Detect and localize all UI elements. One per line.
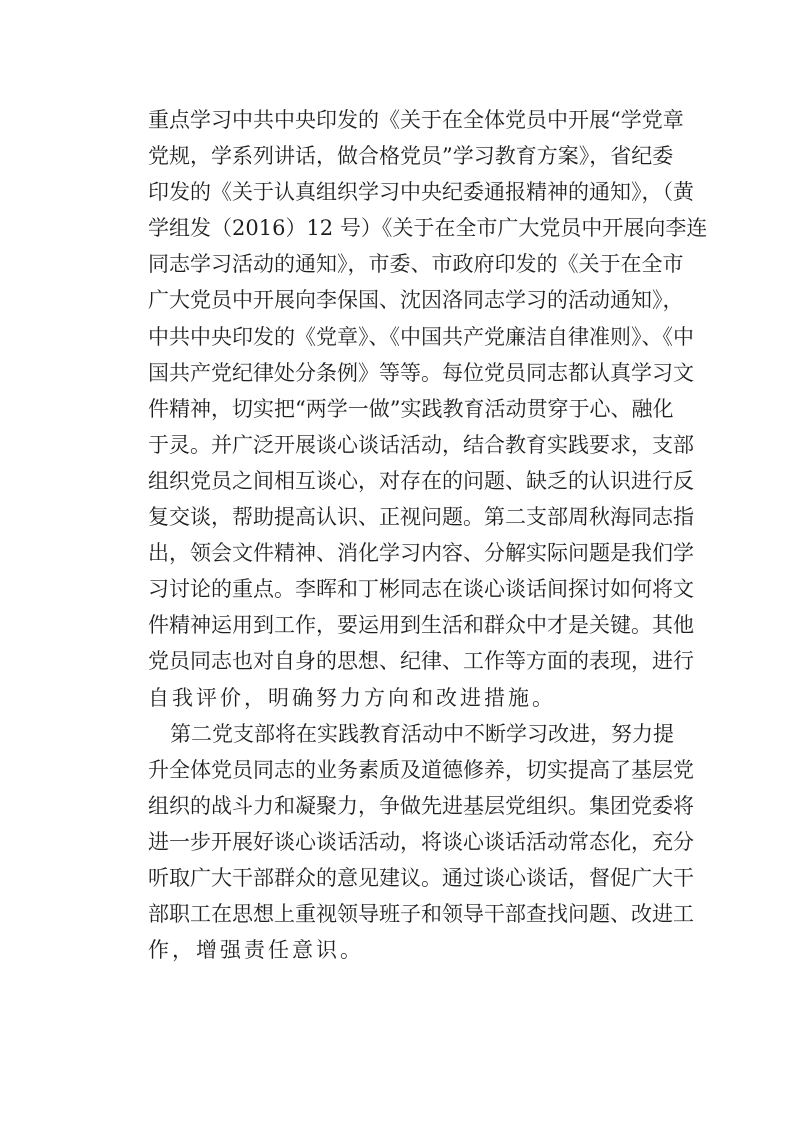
text-line: 件精神运用到工作，要运用到生活和群众中才是关键。其他 [148,613,694,638]
text-line: 印发的《关于认真组织学习中央纪委通报精神的通知》，（黄 [148,180,694,205]
text-line: 于灵。并广泛开展谈心谈话活动，结合教育实践要求，支部 [148,432,694,457]
text-line: 组织党员之间相互谈心，对存在的问题、缺乏的认识进行反 [148,468,694,493]
text-line: 第二党支部将在实践教育活动中不断学习改进，努力提 [170,721,674,746]
text-line: 同志学习活动的通知》，市委、市政府印发的《关于在全市 [148,252,684,277]
text-line: 中共中央印发的《党章》、《中国共产党廉洁自律准则》、《中 [148,324,694,349]
text-line: 自我评价，明确努力方向和改进措施。 [148,685,556,710]
text-line: 听取广大干部群众的意见建议。通过谈心谈话，督促广大干 [148,865,694,890]
document-body [148,102,708,968]
text-line: 复交谈，帮助提高认识、正视问题。第二支部周秋海同志指 [148,505,694,530]
text-line: 出，领会文件精神、消化学习内容、分解实际问题是我们学 [148,541,694,566]
text-line: 重点学习中共中央印发的《关于在全体党员中开展“学党章 [148,108,684,132]
text-line: 组织的战斗力和凝聚力，争做先进基层党组织。集团党委将 [148,793,694,818]
text-line: 部职工在思想上重视领导班子和领导干部查找问题、改进工 [148,902,694,927]
text-line: 习讨论的重点。李晖和丁彬同志在谈心谈话间探讨如何将文 [148,577,694,602]
text-line: 学组发（2016）12 号）《关于在全市广大党员中开展向李连 [148,216,708,241]
text-line: 党员同志也对自身的思想、纪律、工作等方面的表现，进行 [148,649,694,674]
text-line: 党规，学系列讲话，做合格党员”学习教育方案》，省纪委 [148,144,674,169]
text-line: 进一步开展好谈心谈话活动，将谈心谈话活动常态化，充分 [148,829,694,854]
text-line: 件精神，切实把“两学一做”实践教育活动贯穿于心、融化 [148,396,674,421]
text-line: 作，增强责任意识。 [148,938,364,963]
paragraph [148,716,694,969]
text-line: 国共产党纪律处分条例》等等。每位党员同志都认真学习文 [148,360,694,385]
text-line: 升全体党员同志的业务素质及道德修养，切实提高了基层党 [148,757,694,782]
text-line: 广大党员中开展向李保国、沈因洛同志学习的活动通知》， [148,288,684,313]
paragraph [148,102,708,716]
